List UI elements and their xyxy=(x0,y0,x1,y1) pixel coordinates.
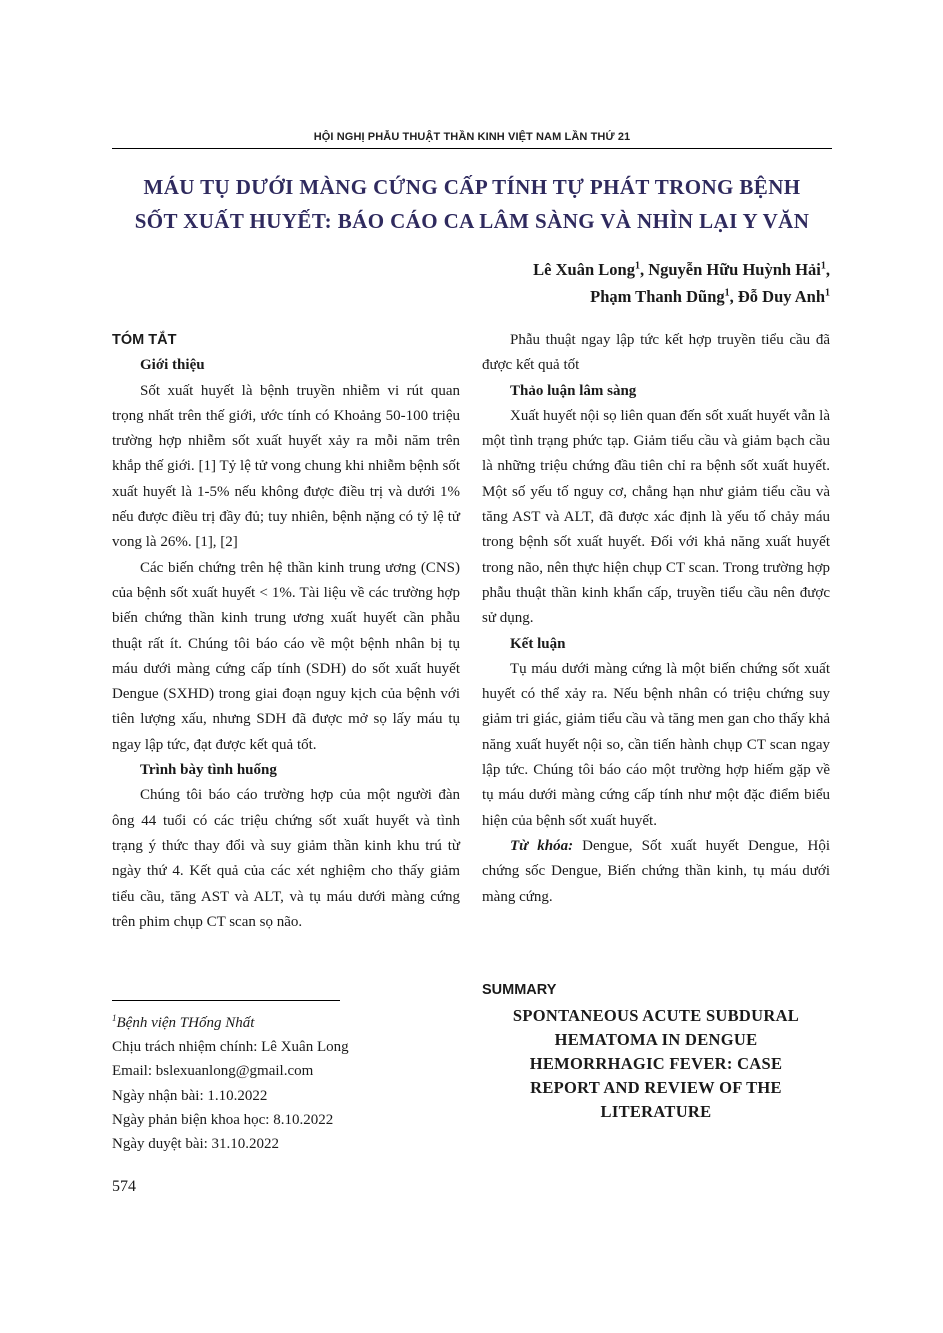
footnote-received: Ngày nhận bài: 1.10.2022 xyxy=(112,1087,268,1104)
affiliation-mark: 1 xyxy=(825,287,830,299)
intro-heading: Giới thiệu xyxy=(140,357,205,374)
keywords-text: Dengue, Sốt xuất huyết Dengue, Hội chứng sốc Dengue, Biến chứng thần kinh, tụ máu dưới màng cứng. xyxy=(482,837,830,905)
article-title xyxy=(112,170,832,238)
author-line-2: Phạm Thanh Dũng$^1$, Đỗ Duy Anh$^1$ xyxy=(590,287,830,306)
summary-heading: SUMMARY xyxy=(482,982,557,998)
english-title-line-5: LITERATURE xyxy=(600,1102,712,1121)
affiliation-mark: 1 xyxy=(820,260,826,272)
abstract-left-column xyxy=(112,328,460,935)
intro-paragraph-2: Các biến chứng trên hệ thần kinh trung ương (CNS) của bệnh sốt xuất huyết < 1%. Tài liệu về các trường hợp biến chứng thần kinh trung ương xuất huyết cần phẫu thuật rất ít. Chúng tôi báo cáo về một bệnh nhân bị tụ máu dưới màng cứng cấp tính (SDH) do sốt xuất huyết Dengue (SXHD) trong giai đoạn nguy kịch của bệnh với tiên lượng xấu, nhưng SDH đã được mở sọ lấy máu tụ ngay lập tức, đạt được kết quả tốt. xyxy=(112,559,460,753)
footnote-affiliation: $^1$Bệnh viện THống Nhất xyxy=(112,1013,255,1031)
english-title xyxy=(482,1004,830,1124)
footnote-email: Email: bslexuanlong@gmail.com xyxy=(112,1063,314,1080)
author-line-1: Lê Xuân Long$^1$, Nguyễn Hữu Huỳnh Hải$^1$, xyxy=(533,260,830,279)
footnote-corresponding: Chịu trách nhiệm chính: Lê Xuân Long xyxy=(112,1039,349,1056)
author-name: Đỗ Duy Anh xyxy=(737,287,825,306)
footnote-accepted: Ngày duyệt bài: 31.10.2022 xyxy=(112,1136,280,1153)
author-name: Nguyễn Hữu Huỳnh Hải xyxy=(648,260,821,279)
page-number: 574 xyxy=(112,1178,136,1195)
affiliation-mark: 1 xyxy=(112,1013,117,1023)
footnote-rule xyxy=(112,1000,340,1001)
case-heading: Trình bày tình huống xyxy=(140,762,277,779)
author-name: Lê Xuân Long xyxy=(533,260,635,279)
footnotes xyxy=(112,1011,460,1156)
footnote-reviewed: Ngày phản biện khoa học: 8.10.2022 xyxy=(112,1111,334,1128)
abstract-heading: TÓM TẮT xyxy=(112,332,177,348)
article-title-line-2: SỐT XUẤT HUYẾT: BÁO CÁO CA LÂM SÀNG VÀ NHÌN LẠI Y VĂN xyxy=(134,209,810,233)
abstract-right-column xyxy=(482,328,830,910)
english-title-line-3: HEMORRHAGIC FEVER: CASE xyxy=(529,1054,783,1073)
author-name: Phạm Thanh Dũng xyxy=(590,287,725,306)
article-title-line-1: MÁU TỤ DƯỚI MÀNG CỨNG CẤP TÍNH TỰ PHÁT TRONG BỆNH xyxy=(143,175,801,199)
conclusion-paragraph: Tụ máu dưới màng cứng là một biến chứng sốt xuất huyết có thể xảy ra. Nếu bệnh nhân có triệu chứng suy giảm tri giác, giảm tiểu cầu và tăng men gan cho thấy khả năng xuất huyết nội so, cần tiến hành chụp CT scan ngay lập tức. Chúng tôi báo cáo một trường hợp hiếm gặp về tụ máu dưới màng cứng cấp tính như một đặc điểm biểu hiện của bệnh sốt xuất huyết. xyxy=(482,660,830,829)
affiliation-mark: 1 xyxy=(634,260,640,272)
intro-paragraph-1: Sốt xuất huyết là bệnh truyền nhiễm vi rút quan trọng nhất trên thế giới, ước tính có Khoảng 50-100 triệu trường hợp nhiễm sốt xuất huyết xảy ra mỗi năm trên khắp thế giới. [1] Tỷ lệ tử vong chung khi nhiễm bệnh sốt xuất huyết là 1-5% nếu không được điều trị và dưới 1% nếu được điều trị đầy đủ; tuy nhiên, bệnh nặng có tỷ lệ tử vong là 26%. [1], [2] xyxy=(112,382,460,551)
english-title-line-2: HEMATOMA IN DENGUE xyxy=(554,1030,758,1049)
case-paragraph-2: Phẫu thuật ngay lập tức kết hợp truyền tiểu cầu đã được kết quả tốt xyxy=(482,332,830,374)
english-title-line-4: REPORT AND REVIEW OF THE xyxy=(530,1078,782,1097)
keywords-label: Từ khóa: xyxy=(510,837,574,854)
discussion-heading: Thảo luận lâm sàng xyxy=(510,382,637,399)
english-title-line-1: SPONTANEOUS ACUTE SUBDURAL xyxy=(512,1006,800,1025)
case-paragraph-1: Chúng tôi báo cáo trường hợp của một người đàn ông 44 tuổi có các triệu chứng sốt xuất huyết và tình trạng ý thức thay đổi và suy giảm thần kinh khu trú từ ngày thứ 4. Kết quả của các xét nghiệm cho thấy giảm tiểu cầu, tăng AST và ALT, và tụ máu dưới màng cứng trên phim chụp CT scan sọ não. xyxy=(112,787,460,930)
header-rule xyxy=(112,148,832,149)
running-header: HỘI NGHỊ PHẪU THUẬT THẦN KINH VIỆT NAM LẦN THỨ 21 xyxy=(313,131,631,143)
affiliation-mark: 1 xyxy=(724,287,730,299)
keywords xyxy=(482,834,830,910)
author-list xyxy=(430,256,830,310)
conclusion-heading: Kết luận xyxy=(510,635,566,652)
discussion-paragraph: Xuất huyết nội sọ liên quan đến sốt xuất huyết vẫn là một tình trạng phức tạp. Giảm tiểu cầu và giảm bạch cầu là những triệu chứng đầu tiên chỉ ra bệnh sốt xuất huyết. Một số yếu tố nguy cơ, chẳng hạn như giảm tiểu cầu và tăng AST và ALT, đã được xác định là yếu tố chảy máu trong bệnh sốt xuất huyết. Đối với khả năng xuất huyết trong não, nên thực hiện chụp CT scan. Trong trường hợp phẫu thuật thần kinh khẩn cấp, truyền tiểu cầu nên được sử dụng. xyxy=(482,407,830,627)
